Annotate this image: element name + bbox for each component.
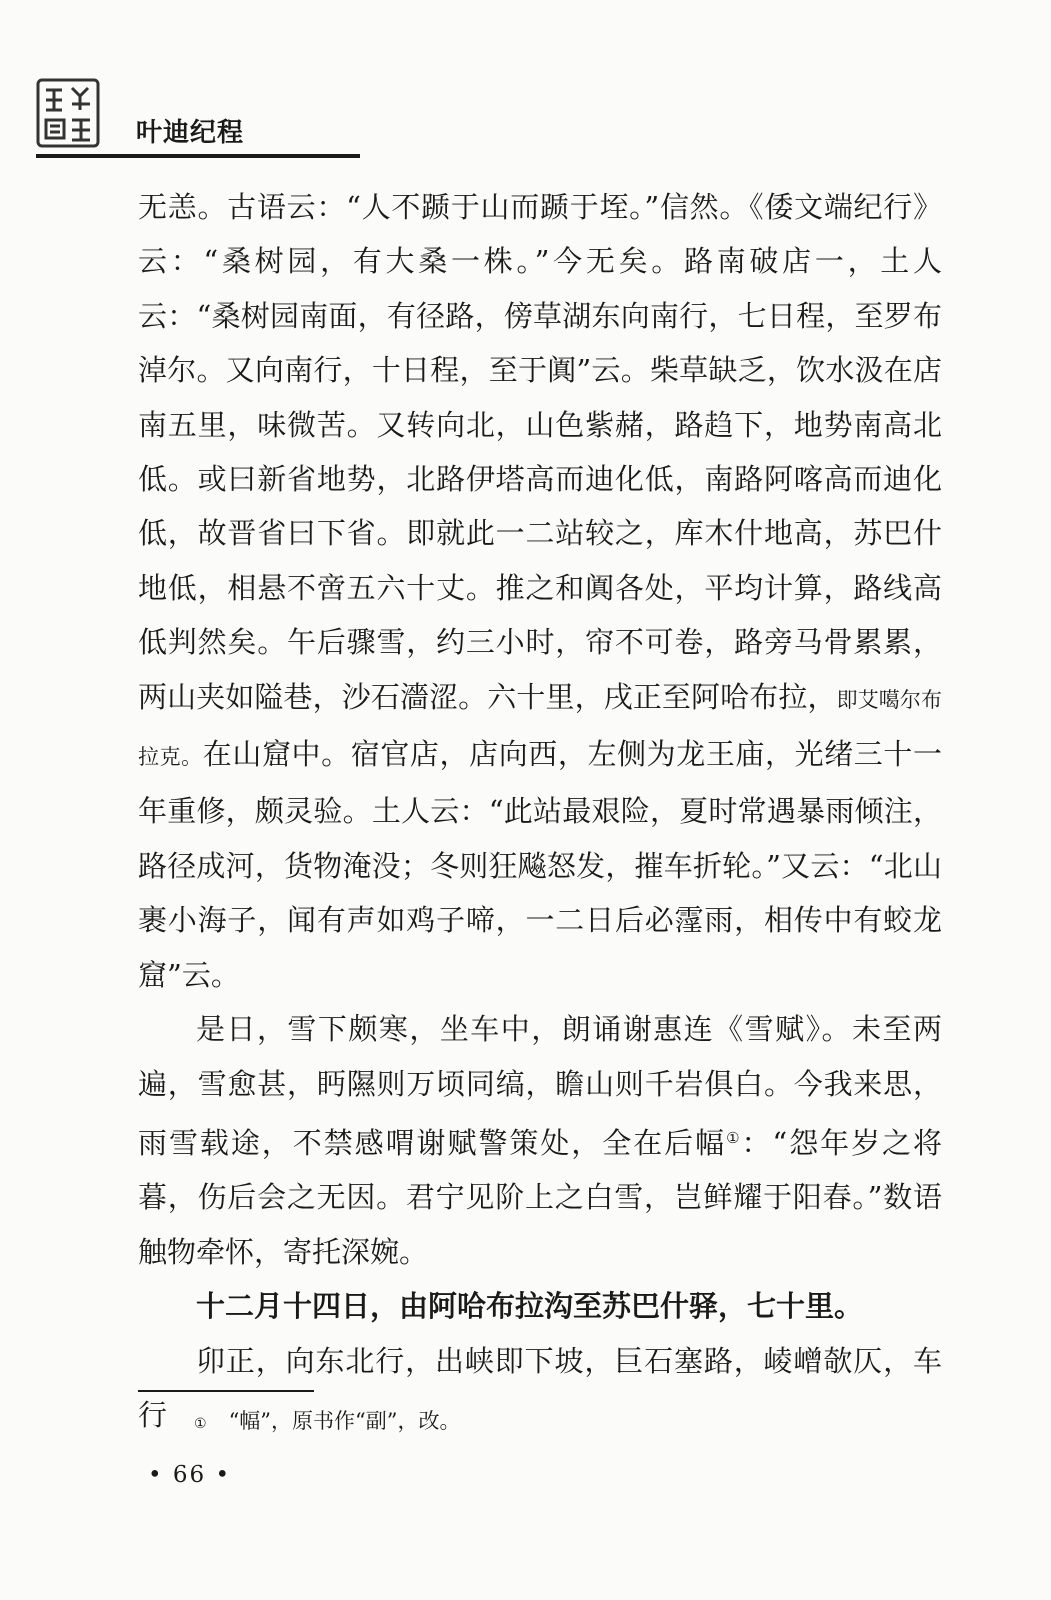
footnote-reference: ① [726, 1128, 742, 1147]
paragraph-1 [138, 180, 942, 1002]
paragraph-2-text-a: 是日，雪下颇寒，坐车中，朗诵谢惠连《雪赋》。未至两遍，雪愈甚，眄隰则万顷同缟，瞻山则千岩俱白。今我来思，雨雪载途，不禁感喟谢赋警策处，全在后幅 [138, 1012, 942, 1160]
paragraph-2-text-b: ：“怨年岁之将暮，伤后会之无因。君宁见阶上之白雪，岂鲜耀于阳春。”数语触物牵怀，寄托深婉。 [138, 1125, 942, 1269]
page-number: • 66 • [148, 1462, 232, 1488]
body-text [138, 180, 942, 1442]
date-heading: 十二月十四日，由阿哈布拉沟至苏巴什驿，七十里。 [196, 1289, 864, 1324]
seal-logo-icon [36, 78, 100, 148]
paragraph-1-text-b: 在山窟中。宿官店，店向西，左侧为龙王庙，光绪三十一年重修，颇灵验。土人云：“此站最艰险，夏时常遇暴雨倾注，路径成河，货物淹没；冬则狂飚怒发，摧车折轮。”又云：“北山裹小海子，闻有声如鸡子啼，一二日后必霪雨，相传中有蛟龙窟”云。 [138, 737, 942, 992]
interlinear-note: 即艾噶尔布拉克。 [138, 687, 942, 770]
running-title: 叶迪纪程 [136, 118, 245, 148]
footnote-rule [138, 1390, 314, 1392]
paragraph-3: 卯正，向东北行，出峡即下坡，巨石塞路，崚嶒欹仄，车行 [138, 1343, 942, 1432]
footnote [194, 1406, 461, 1439]
paragraph-2 [138, 1002, 942, 1279]
footnote-mark: ① [194, 1416, 207, 1432]
header-rule [36, 154, 360, 158]
paragraph-1-text-a: 无恙。古语云：“人不踬于山而踬于垤。”信然。《倭文端纪行》云：“桑树园，有大桑一株。”今无矣。路南破店一，土人云：“桑树园南面，有径路，傍草湖东向南行，七日程，至罗布淖尔。又向南行，十日程，至于阗”云。柴草缺乏，饮水汲在店南五里，味微苦。又转向北，山色紫赭，路趋下，地势南高北低。或曰新省地势，北路伊塔高而迪化低，南路阿喀高而迪化低，故晋省曰下省。即就此一二站较之，库木什地高，苏巴什地低，相悬不啻五六十丈。推之和阗各处，平均计算，路线高低判然矣。午后骤雪，约三小时，帘不可卷，路旁马骨累累，两山夹如隘巷，沙石濇涩。六十里，戌正至阿哈布拉， [138, 190, 942, 714]
footnote-text: “幅”，原书作“副”，改。 [228, 1409, 461, 1433]
